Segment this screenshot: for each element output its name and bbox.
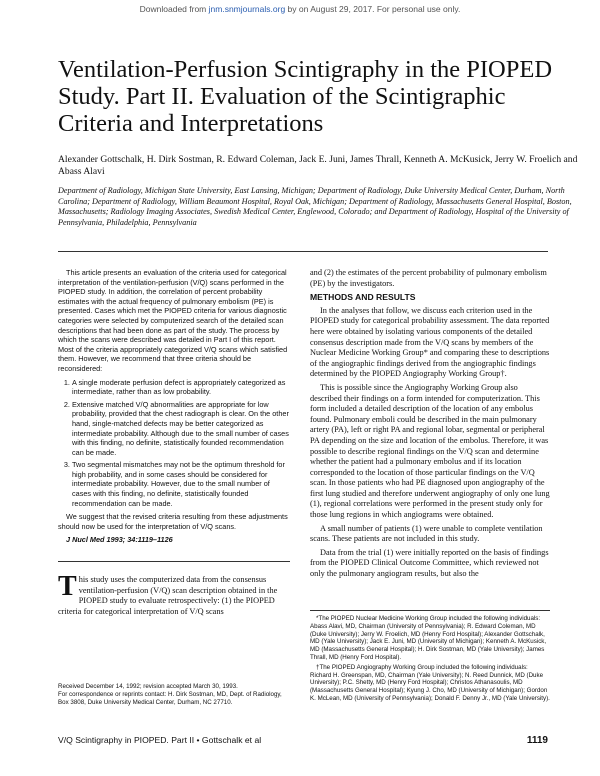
correspondence-note: For correspondence or reprints contact: H. Dirk Sostman, MD, Dept. of Radiology, Box 3808, Duke University Medical Center, Durham, NC 27710. xyxy=(58,690,282,706)
banner-suffix: by on August 29, 2017. For personal use only. xyxy=(287,4,461,14)
abstract-conclusion: We suggest that the revised criteria resulting from these adjustments should now be used for the interpretation of V/Q scans. xyxy=(58,512,288,531)
author-list: Alexander Gottschalk, H. Dirk Sostman, R. Edward Coleman, Jack E. Juni, James Thrall, Kenneth A. McKusick, Jerry W. Froelich and Abass Alavi xyxy=(58,154,578,177)
section-heading: METHODS AND RESULTS xyxy=(310,292,416,303)
intro-text: his study uses the computerized data from the consensus ventilation-perfusion (V/Q) scan description obtained in the PIOPED study to evaluate retrospectively: (1) the PIOPED criteria for categorical interpretation of V/Q scans xyxy=(58,575,278,616)
title-divider xyxy=(58,251,548,252)
introduction xyxy=(58,571,290,617)
body-paragraph: Data from the trial (1) were initially reported on the basis of findings from the PIOPED Clinical Outcome Committee, which reviewed not only the pulmonary angiogram results, but also the xyxy=(310,547,549,579)
continued-paragraph: and (2) the estimates of the percent probability of pulmonary embolism (PE) by the investigators. xyxy=(310,268,547,288)
footnote: *The PIOPED Nuclear Medicine Working Group included the following individuals: Abass Alavi, MD, Chairman (University of Pennsylvania); R. Edward Coleman, MD (Duke University); Jerry W. Froelich, MD (Henry Ford Hospital); Alexander Gottschalk, MD (Yale University); Jack E. Juni, MD (University of Michigan); Kenneth A. McKusick, MD (Massachusetts General Hospital); H. Dirk Sostman, MD (Yale University); James Thrall, MD (Henry Ford Hospital). xyxy=(310,615,547,661)
recommendation-item: 3. Two segmental mismatches may not be the optimum threshold for high probability, and in some cases should be considered for intermediate probability. However, due to the small number of cases with this finding, no definite, statistically founded recommendation can be made. xyxy=(72,460,290,508)
abstract-paragraph: This article presents an evaluation of the criteria used for categorical interpretation of the ventilation-perfusion (V/Q) scans performed in the PIOPED study. In addition, the correlation of percent probability estimates with the actual frequency of pulmonary embolism (PE) is presented. Cases which met the PIOPED criteria for various diagnostic categories were selected by computerized search of the detailed scan descriptions that had been done as part of the study. The process by which the scans were described was detailed in Part I of this report. Most of the criteria appropriately categorized V/Q scans which satisfied them. However, we recommend that three criteria should be reconsidered: xyxy=(58,268,288,373)
right-column xyxy=(310,268,550,583)
journal-link[interactable]: jnm.snmjournals.org xyxy=(208,4,286,14)
received-dates: Received December 14, 1992; revision accepted March 30, 1993. xyxy=(58,683,238,690)
footnote: †The PIOPED Angiography Working Group included the following individuals: Richard H. Greenspan, MD, Chairman (Yale University); N. Reed Dunnick, MD (Duke University); P.C. Shetty, MD (Henry Ford Hospital); Christos Athanasoulis, MD (Massachusetts General Hospital); Kyung J. Cho, MD (University of Michigan); Gordon K. McLean, MD (University of Pennsylvania); Donald F. Denny Jr., MD (Yale University). xyxy=(310,663,550,702)
journal-citation: J Nucl Med 1993; 34:1119–1126 xyxy=(66,535,173,545)
recommendation-item: 2. Extensive matched V/Q abnormalities are appropriate for low probability, provided that the chest radiograph is clear. On the other hand, single-matched defects may be better categorized as intermediate probability. Although due to the small number of cases with this finding, no definite, statistically founded recommendation can be made. xyxy=(72,400,290,458)
abstract-divider xyxy=(58,561,290,562)
working-group-footnotes xyxy=(310,610,550,705)
running-title: V/Q Scintigraphy in PIOPED. Part II • Gottschalk et al xyxy=(58,735,262,745)
received-footnote xyxy=(58,683,290,706)
recommendation-list xyxy=(58,378,290,509)
page-number: 1119 xyxy=(526,735,548,746)
body-paragraph: A small number of patients (1) were unable to complete ventilation scans. These patients are not included in this study. xyxy=(310,523,543,544)
drop-cap: T xyxy=(58,571,77,602)
download-banner xyxy=(0,4,600,14)
body-paragraph: This is possible since the Angiography Working Group also described their findings on a form intended for computerization. This form included a detailed description of the location of any embolus found. Pulmonary emboli could be described in the main pulmonary artery (PA), left or right PA and regional lobar, segmental or peripheral PA depending on the size and location of the embolus. Therefore, it was possible to describe regional findings on the V/Q scan and determine whether the patient had a pulmonary embolus and if its location corresponded to the location of those particular findings on the V/Q scan. In those patients who had PE diagnosed upon angiography of the first lung studied and therefore underwent angiography of only one lung (1), regional correlations were performed in the present study only for those lung regions in which angiograms were obtained. xyxy=(310,382,550,520)
body-paragraph: In the analyses that follow, we discuss each criterion used in the PIOPED study for categorical probability assessment. The data reported here were obtained by isolating various components of the detailed consensus description made from the V/Q scans by members of the Nuclear Medicine Working Group* and comparing these to descriptions of the angiographic findings derived from the angiographic findings determined by the PIOPED Angiography Working Group†. xyxy=(310,305,550,379)
affiliations: Department of Radiology, Michigan State University, East Lansing, Michigan; Department of Radiology, Duke University Medical Center, Durham, North Carolina; Department of Radiology, William Beaumont Hospital, Royal Oak, Michigan; Department of Radiology, Massachusetts General Hospital, Boston, Massachusetts; Radiology Imaging Associates, Swedish Medical Center, Englewood, Colorado; and Department of Radiology, Hospital of the University of Pennsylvania, Philadelphia, Pennsylvania xyxy=(58,186,572,228)
recommendation-item: 1. A single moderate perfusion defect is appropriately categorized as intermediate, rather than as low probability. xyxy=(72,378,290,397)
abstract xyxy=(58,268,290,549)
article-title: Ventilation-Perfusion Scintigraphy in the PIOPED Study. Part II. Evaluation of the Scintigraphic Criteria and Interpretations xyxy=(58,56,553,137)
banner-prefix: Downloaded from xyxy=(139,4,207,14)
